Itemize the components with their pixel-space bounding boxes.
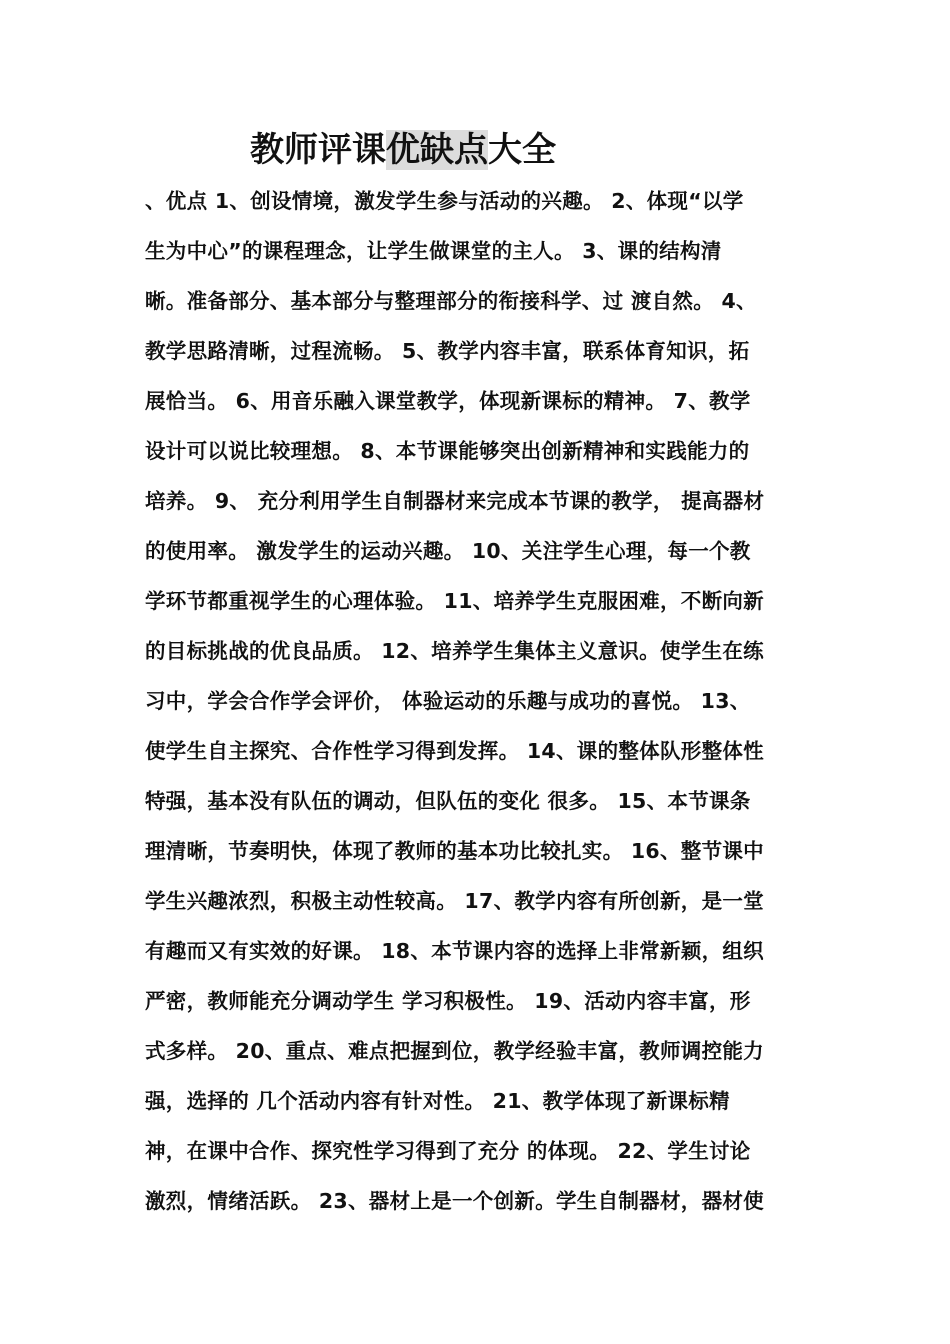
- text-line: 的目标挑战的优良品质。 12、培养学生集体主义意识。使学生在练: [145, 639, 764, 663]
- title-part-2: 大全: [488, 130, 556, 170]
- text-line: 培养。 9、 充分利用学生自制器材来完成本节课的教学， 提高器材: [145, 489, 765, 513]
- text-line: 教学思路清晰，过程流畅。 5、教学内容丰富，联系体育知识，拓: [145, 339, 750, 363]
- text-line: 学环节都重视学生的心理体验。 11、培养学生克服困难，不断向新: [145, 589, 764, 613]
- text-line: 习中，学会合作学会评价， 体验运动的乐趣与成功的喜悦。 13、: [145, 689, 751, 713]
- text-line: 使学生自主探究、合作性学习得到发挥。 14、课的整体队形整体性: [145, 739, 764, 763]
- text-line: 理清晰，节奏明快，体现了教师的基本功比较扎实。 16、整节课中: [145, 839, 764, 863]
- text-line: 强，选择的 几个活动内容有针对性。 21、教学体现了新课标精: [145, 1089, 730, 1113]
- text-line: 激烈，情绪活跃。 23、器材上是一个创新。学生自制器材，器材使: [145, 1189, 764, 1213]
- text-line: 生为中心”的课程理念，让学生做课堂的主人。 3、课的结构清: [145, 239, 722, 263]
- text-line: 严密，教师能充分调动学生 学习积极性。 19、活动内容丰富，形: [145, 989, 751, 1013]
- document-title: [250, 124, 556, 176]
- text-line: 展恰当。 6、用音乐融入课堂教学，体现新课标的精神。 7、教学: [145, 389, 751, 413]
- text-line: 式多样。 20、重点、难点把握到位，教学经验丰富，教师调控能力: [145, 1039, 764, 1063]
- text-line: 有趣而又有实效的好课。 18、本节课内容的选择上非常新颖，组织: [145, 939, 764, 963]
- text-line: 晰。准备部分、基本部分与整理部分的衔接科学、过 渡自然。 4、: [145, 289, 757, 313]
- title-highlighted-text[interactable]: 优缺点: [386, 130, 488, 170]
- text-line: 、优点 1、创设情境，激发学生参与活动的兴趣。 2、体现“以学: [145, 189, 744, 213]
- text-line: 学生兴趣浓烈，积极主动性较高。 17、教学内容有所创新，是一堂: [145, 889, 764, 913]
- text-line: 神，在课中合作、探究性学习得到了充分 的体现。 22、学生讨论: [145, 1139, 751, 1163]
- title-part-1: 教师评课: [250, 130, 386, 170]
- text-line: 的使用率。 激发学生的运动兴趣。 10、关注学生心理，每一个教: [145, 539, 751, 563]
- text-line: 特强，基本没有队伍的调动，但队伍的变化 很多。 15、本节课条: [145, 789, 751, 813]
- document-body: [145, 176, 815, 1226]
- text-line: 设计可以说比较理想。 8、本节课能够突出创新精神和实践能力的: [145, 439, 750, 463]
